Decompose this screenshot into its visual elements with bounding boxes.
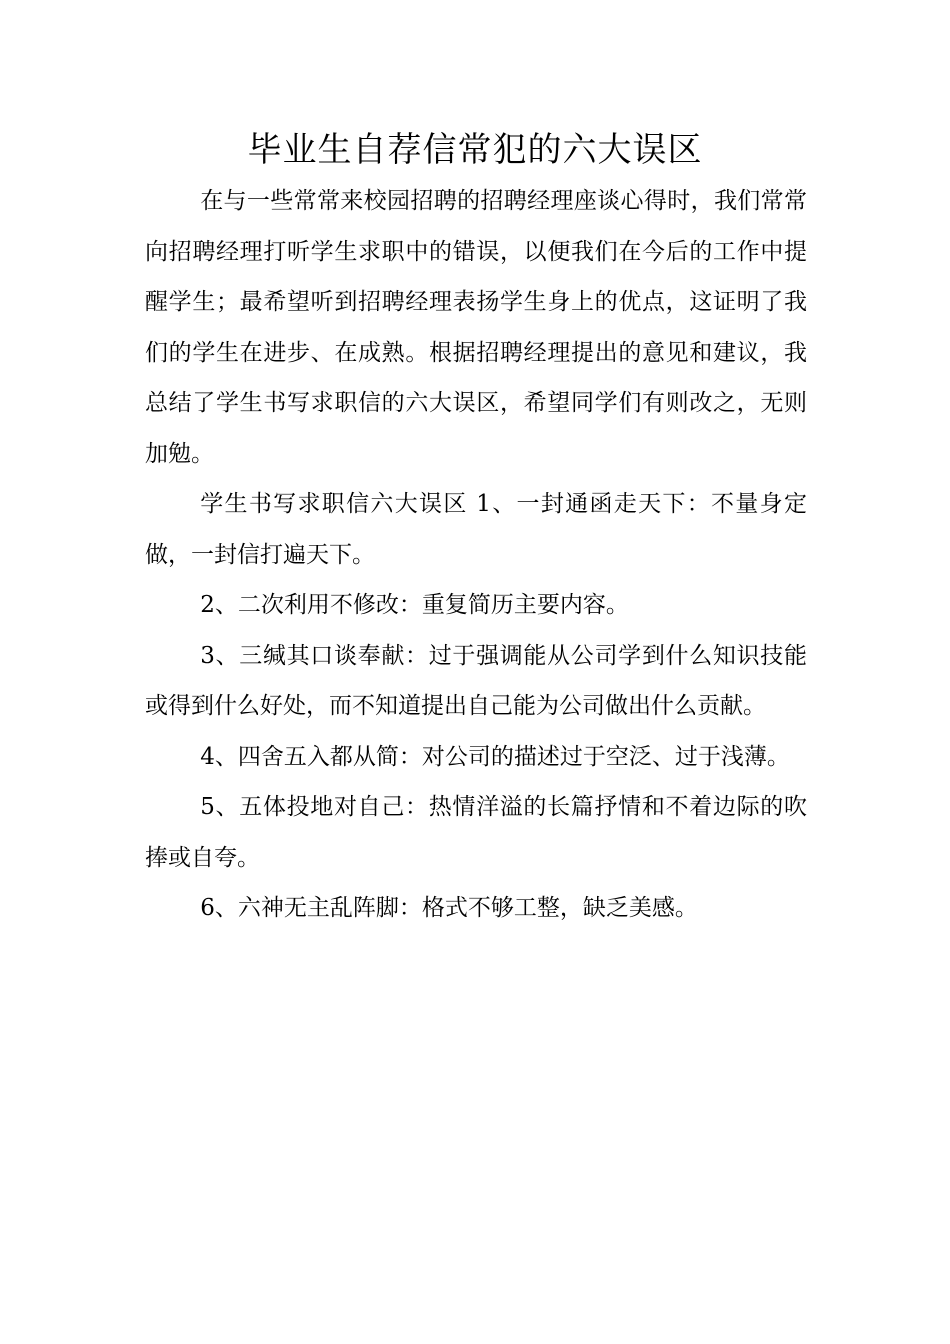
mistake-paragraph-6: 6、六神无主乱阵脚：格式不够工整，缺乏美感。 xyxy=(200,895,698,921)
mistake-paragraph-3: 3、三缄其口谈奉献：过于强调能从公司学到什么知识技能或得到什么好处，而不知道提出自己能为公司做出什么贡献。 xyxy=(145,642,807,719)
intro-paragraph: 在与一些常常来校园招聘的招聘经理座谈心得时，我们常常向招聘经理打听学生求职中的错误，以便我们在今后的工作中提醒学生；最希望听到招聘经理表扬学生身上的优点，这证明了我们的学生在进步、在成熟。根据招聘经理提出的意见和建议，我总结了学生书写求职信的六大误区，希望同学们有则改之，无则加勉。 xyxy=(145,188,807,467)
mistake-paragraph-5: 5、五体投地对自己：热情洋溢的长篇抒情和不着边际的吹捧或自夸。 xyxy=(145,794,807,871)
mistake-paragraph-4: 4、四舍五入都从简：对公司的描述过于空泛、过于浅薄。 xyxy=(200,743,790,770)
document-title: 毕业生自荐信常犯的六大误区 xyxy=(247,130,703,170)
document-body xyxy=(145,176,807,934)
mistake-paragraph-1: 学生书写求职信六大误区 1、一封通函走天下：不量身定做，一封信打遍天下。 xyxy=(145,491,807,568)
mistake-paragraph-2: 2、二次利用不修改：重复简历主要内容。 xyxy=(200,592,629,618)
